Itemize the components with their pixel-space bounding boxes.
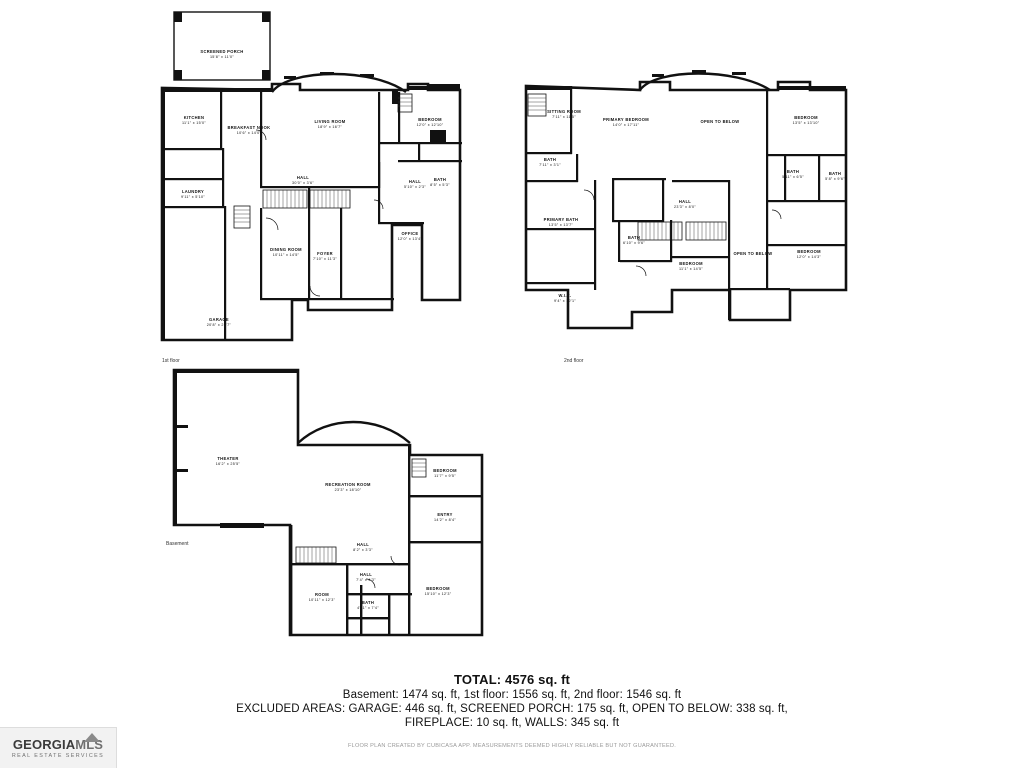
logo-brand-second: MLS xyxy=(75,737,104,752)
room-primary-bedroom xyxy=(590,118,662,127)
room-name: GARAGE xyxy=(209,317,229,322)
second-floor-walls xyxy=(520,60,860,360)
room-screened-porch xyxy=(182,50,262,59)
room-dim: 10'11" x 12'3" xyxy=(308,597,336,602)
first-floor-plan xyxy=(160,10,500,364)
room-name: BEDROOM xyxy=(433,468,457,473)
room-foyer xyxy=(308,252,342,261)
room-name: BREAKFAST NOOK xyxy=(227,125,271,130)
georgia-mls-watermark xyxy=(0,727,117,768)
room-dim: 6'10" x 9'6" xyxy=(622,240,645,245)
room-name: BEDROOM xyxy=(679,261,703,266)
room-name: BEDROOM xyxy=(418,117,442,122)
room-name: LIVING ROOM xyxy=(314,119,346,124)
room-recreation-room xyxy=(312,483,384,492)
room-dim: 30'0" x 3'6" xyxy=(291,180,314,185)
room-name: OFFICE xyxy=(401,231,419,236)
room-kitchen xyxy=(168,116,220,125)
room-name: W.I.C. xyxy=(558,293,572,298)
room-bath-2f-a xyxy=(528,158,572,167)
room-name: BATH xyxy=(627,235,641,240)
basement-plan xyxy=(160,365,500,650)
room-bedroom-bsmt-b xyxy=(410,587,466,596)
room-dim: 12'0" x 13'4" xyxy=(397,236,423,241)
room-dim: 7'11" x 11'5" xyxy=(552,114,576,119)
floor-label-second: 2nd floor xyxy=(564,358,584,364)
room-dim: 23'3" x 18'10" xyxy=(334,487,362,492)
room-dim: 4'11" x 7'4" xyxy=(357,605,379,610)
room-dim: 7'4" x 4'3" xyxy=(356,577,376,582)
room-dim: 5'8" x 9'6" xyxy=(825,176,845,181)
room-name: HALL xyxy=(678,199,692,204)
logo-subtitle: REAL ESTATE SERVICES xyxy=(11,753,105,759)
room-name: BATH xyxy=(828,171,842,176)
room-name: OPEN TO BELOW xyxy=(700,119,740,124)
room-name: HALL xyxy=(408,179,422,184)
room-name: BEDROOM xyxy=(794,115,818,120)
room-name: DINING ROOM xyxy=(270,247,302,252)
room-dim: 14'2" x 8'4" xyxy=(433,517,456,522)
disclaimer-text: FLOOR PLAN CREATED BY CUBICASA APP. MEASUREMENTS DEEMED HIGHLY RELIABLE BUT NOT GUARANTEED. xyxy=(347,743,676,749)
room-name: SCREENED PORCH xyxy=(200,49,244,54)
room-dim: 10'6" x 14'0" xyxy=(236,130,262,135)
room-dim: 7'10" x 11'3" xyxy=(312,256,338,261)
room-bsmt-room xyxy=(298,593,346,602)
room-name: BATH xyxy=(361,600,375,605)
room-bath-2f-b xyxy=(774,170,812,179)
room-entry xyxy=(418,513,472,522)
room-name: ENTRY xyxy=(437,512,453,517)
room-living-room xyxy=(302,120,358,129)
room-breakfast-nook xyxy=(220,126,278,135)
room-dim: 18'9" x 16'7" xyxy=(317,124,343,129)
room-name: OPEN TO BELOW xyxy=(733,251,773,256)
room-name: PRIMARY BATH xyxy=(543,217,579,222)
floor-label-first: 1st floor xyxy=(162,358,180,364)
room-name: FOYER xyxy=(317,251,333,256)
room-bedroom-1f xyxy=(406,118,454,127)
room-office xyxy=(386,232,434,241)
room-dim: 16'2" x 25'5" xyxy=(215,461,241,466)
room-dim: 11'1" x 15'0" xyxy=(181,120,207,125)
room-name: BATH xyxy=(433,177,447,182)
room-dim: 10'11" x 14'5" xyxy=(272,252,300,257)
floor-label-basement: Basement xyxy=(166,541,189,547)
total-sqft: TOTAL: 4576 sq. ft xyxy=(454,672,570,687)
room-name: PRIMARY BEDROOM xyxy=(603,117,649,122)
room-name: BEDROOM xyxy=(426,586,450,591)
room-dim: 12'0" x 12'10" xyxy=(416,122,444,127)
room-open-to-below-lower xyxy=(728,252,778,257)
excluded-areas-line-2: FIREPLACE: 10 sq. ft, WALLS: 345 sq. ft xyxy=(404,717,620,729)
room-hall-bsmt-a xyxy=(344,543,382,552)
room-bedroom-bsmt-a xyxy=(418,469,472,478)
room-dim: 15'10" x 12'3" xyxy=(424,591,452,596)
room-name: KITCHEN xyxy=(183,115,205,120)
room-name: BATH xyxy=(543,157,557,162)
room-dim: 9'11" x 5'10" xyxy=(180,194,206,199)
room-bath-2f-d xyxy=(614,236,654,245)
room-dim: 11'1" x 14'5" xyxy=(678,266,704,271)
room-dim: 12'0" x 14'3" xyxy=(796,254,822,259)
room-name: HALL xyxy=(296,175,310,180)
room-name: ROOM xyxy=(314,592,329,597)
basement-walls xyxy=(160,365,500,650)
mountain-icon xyxy=(84,733,100,742)
room-dim: 5'11" x 6'5" xyxy=(782,174,804,179)
room-name: BATH xyxy=(786,169,800,174)
logo-brand-first: GEORGIA xyxy=(12,737,76,752)
room-dim: 15'8" x 11'0" xyxy=(209,54,235,59)
second-floor-plan xyxy=(520,60,860,364)
room-name: BEDROOM xyxy=(797,249,821,254)
room-dim: 8'2" x 3'3" xyxy=(353,547,373,552)
room-hall-1f-b xyxy=(282,176,324,185)
room-open-to-below-top xyxy=(688,120,752,125)
room-hall-2f xyxy=(664,200,706,209)
room-bedroom-2f-b xyxy=(666,262,716,271)
room-laundry xyxy=(168,190,218,199)
room-bath-bsmt xyxy=(350,601,386,610)
room-hall-bsmt-b xyxy=(348,573,384,582)
room-name: RECREATION ROOM xyxy=(325,482,371,487)
room-theater xyxy=(204,457,252,466)
room-name: HALL xyxy=(356,542,370,547)
room-bath-2f-c xyxy=(818,172,852,181)
room-name: THEATER xyxy=(217,456,239,461)
room-dim: 23'3" x 8'0" xyxy=(673,204,696,209)
room-name: HALL xyxy=(359,572,373,577)
room-primary-bath xyxy=(534,218,588,227)
room-bath-1f xyxy=(422,178,458,187)
room-sitting-room xyxy=(542,110,586,119)
room-name: SITTING ROOM xyxy=(547,109,581,114)
room-bedroom-2f-a xyxy=(776,116,836,125)
room-dim: 7'11" x 3'1" xyxy=(539,162,561,167)
area-summary xyxy=(0,672,1024,729)
room-walk-in-closet xyxy=(542,294,588,303)
floor-breakdown: Basement: 1474 sq. ft, 1st floor: 1556 sq. ft, 2nd floor: 1546 sq. ft xyxy=(342,689,682,701)
room-dim: 13'5" x 13'10" xyxy=(792,120,820,125)
room-dining-room xyxy=(262,248,310,257)
room-name: LAUNDRY xyxy=(181,189,205,194)
room-dim: 8'5" x 5'3" xyxy=(430,182,450,187)
room-dim: 20'8" x 21'7" xyxy=(206,322,232,327)
room-dim: 11'7" x 9'5" xyxy=(434,473,456,478)
room-dim: 14'0" x 17'11" xyxy=(612,122,640,127)
room-dim: 9'4" x 12'1" xyxy=(553,298,576,303)
room-bedroom-2f-c xyxy=(782,250,836,259)
room-dim: 5'10" x 2'3" xyxy=(403,184,426,189)
room-dim: 13'5" x 13'7" xyxy=(548,222,574,227)
excluded-areas-line-1: EXCLUDED AREAS: GARAGE: 446 sq. ft, SCREENED PORCH: 175 sq. ft, OPEN TO BELOW: 338 sq. ft, xyxy=(236,703,788,715)
room-garage xyxy=(190,318,248,327)
